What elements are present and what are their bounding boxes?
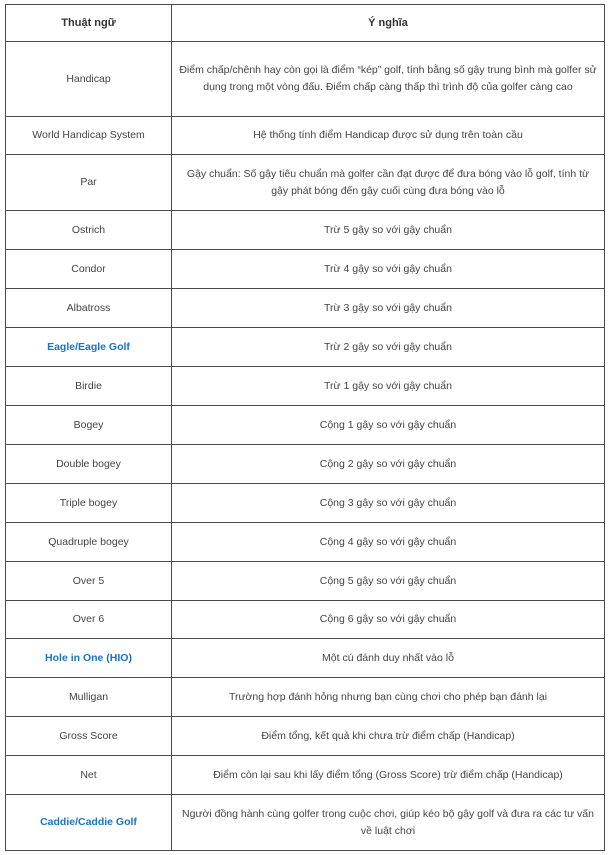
table-row [6, 367, 605, 406]
header-row [6, 5, 605, 42]
table-row [6, 211, 605, 250]
term-cell: Birdie [6, 367, 172, 406]
meaning-cell: Cộng 5 gậy so với gậy chuẩn [172, 562, 605, 601]
table-row [6, 117, 605, 155]
meaning-cell: Người đồng hành cùng golfer trong cuộc chơi, giúp kéo bộ gậy golf và đưa ra các tư vấn về luật chơi [172, 795, 605, 851]
table-row [6, 639, 605, 678]
term-cell: Mulligan [6, 678, 172, 717]
meaning-cell: Hệ thống tính điểm Handicap được sử dụng trên toàn cầu [172, 117, 605, 155]
table-row [6, 289, 605, 328]
table-row [6, 717, 605, 756]
term-cell: World Handicap System [6, 117, 172, 155]
term-cell: Net [6, 756, 172, 795]
term-cell: Condor [6, 250, 172, 289]
table-row [6, 42, 605, 117]
meaning-cell: Trừ 5 gậy so với gậy chuẩn [172, 211, 605, 250]
term-cell: Over 5 [6, 562, 172, 601]
term-cell: Par [6, 155, 172, 211]
meaning-cell: Cộng 2 gậy so với gậy chuẩn [172, 445, 605, 484]
meaning-cell: Trừ 1 gậy so với gậy chuẩn [172, 367, 605, 406]
meaning-cell: Cộng 4 gậy so với gậy chuẩn [172, 523, 605, 562]
meaning-cell: Trường hợp đánh hỏng nhưng bạn cùng chơi cho phép bạn đánh lại [172, 678, 605, 717]
header-term: Thuật ngữ [6, 5, 172, 42]
meaning-cell: Điểm còn lại sau khi lấy điểm tổng (Gross Score) trừ điểm chấp (Handicap) [172, 756, 605, 795]
term-link[interactable]: Eagle/Eagle Golf [6, 328, 172, 367]
table-row [6, 155, 605, 211]
table-row [6, 678, 605, 717]
table-row [6, 523, 605, 562]
header-meaning: Ý nghĩa [172, 5, 605, 42]
meaning-cell: Gậy chuẩn: Số gậy tiêu chuẩn mà golfer cần đạt được để đưa bóng vào lỗ golf, tính từ gậy phát bóng đến gậy cuối cùng đưa bóng vào lỗ [172, 155, 605, 211]
term-cell: Ostrich [6, 211, 172, 250]
table-row [6, 756, 605, 795]
meaning-cell: Cộng 6 gậy so với gậy chuẩn [172, 601, 605, 639]
meaning-cell: Cộng 1 gậy so với gậy chuẩn [172, 406, 605, 445]
term-cell: Albatross [6, 289, 172, 328]
meaning-cell: Trừ 2 gậy so với gậy chuẩn [172, 328, 605, 367]
term-cell: Triple bogey [6, 484, 172, 523]
term-cell: Bogey [6, 406, 172, 445]
meaning-cell: Trừ 3 gậy so với gậy chuẩn [172, 289, 605, 328]
term-link[interactable]: Caddie/Caddie Golf [6, 795, 172, 851]
table-row [6, 445, 605, 484]
meaning-cell: Trừ 4 gậy so với gậy chuẩn [172, 250, 605, 289]
term-link[interactable]: Hole in One (HIO) [6, 639, 172, 678]
meaning-cell: Điểm tổng, kết quả khi chưa trừ điểm chấp (Handicap) [172, 717, 605, 756]
meaning-cell: Một cú đánh duy nhất vào lỗ [172, 639, 605, 678]
table-row [6, 250, 605, 289]
table-row [6, 795, 605, 851]
table-row [6, 562, 605, 601]
term-cell: Handicap [6, 42, 172, 117]
table-row [6, 484, 605, 523]
table-row [6, 406, 605, 445]
table-row [6, 328, 605, 367]
golf-terms-table [5, 4, 605, 851]
term-cell: Quadruple bogey [6, 523, 172, 562]
term-cell: Over 6 [6, 601, 172, 639]
meaning-cell: Điểm chấp/chênh hay còn gọi là điểm “kép” golf, tính bằng số gậy trung bình mà golfer sử dụng trong một vòng đấu. Điểm chấp càng thấp thì trình độ của golfer càng cao [172, 42, 605, 117]
term-cell: Gross Score [6, 717, 172, 756]
table-row [6, 601, 605, 639]
term-cell: Double bogey [6, 445, 172, 484]
meaning-cell: Cộng 3 gậy so với gậy chuẩn [172, 484, 605, 523]
